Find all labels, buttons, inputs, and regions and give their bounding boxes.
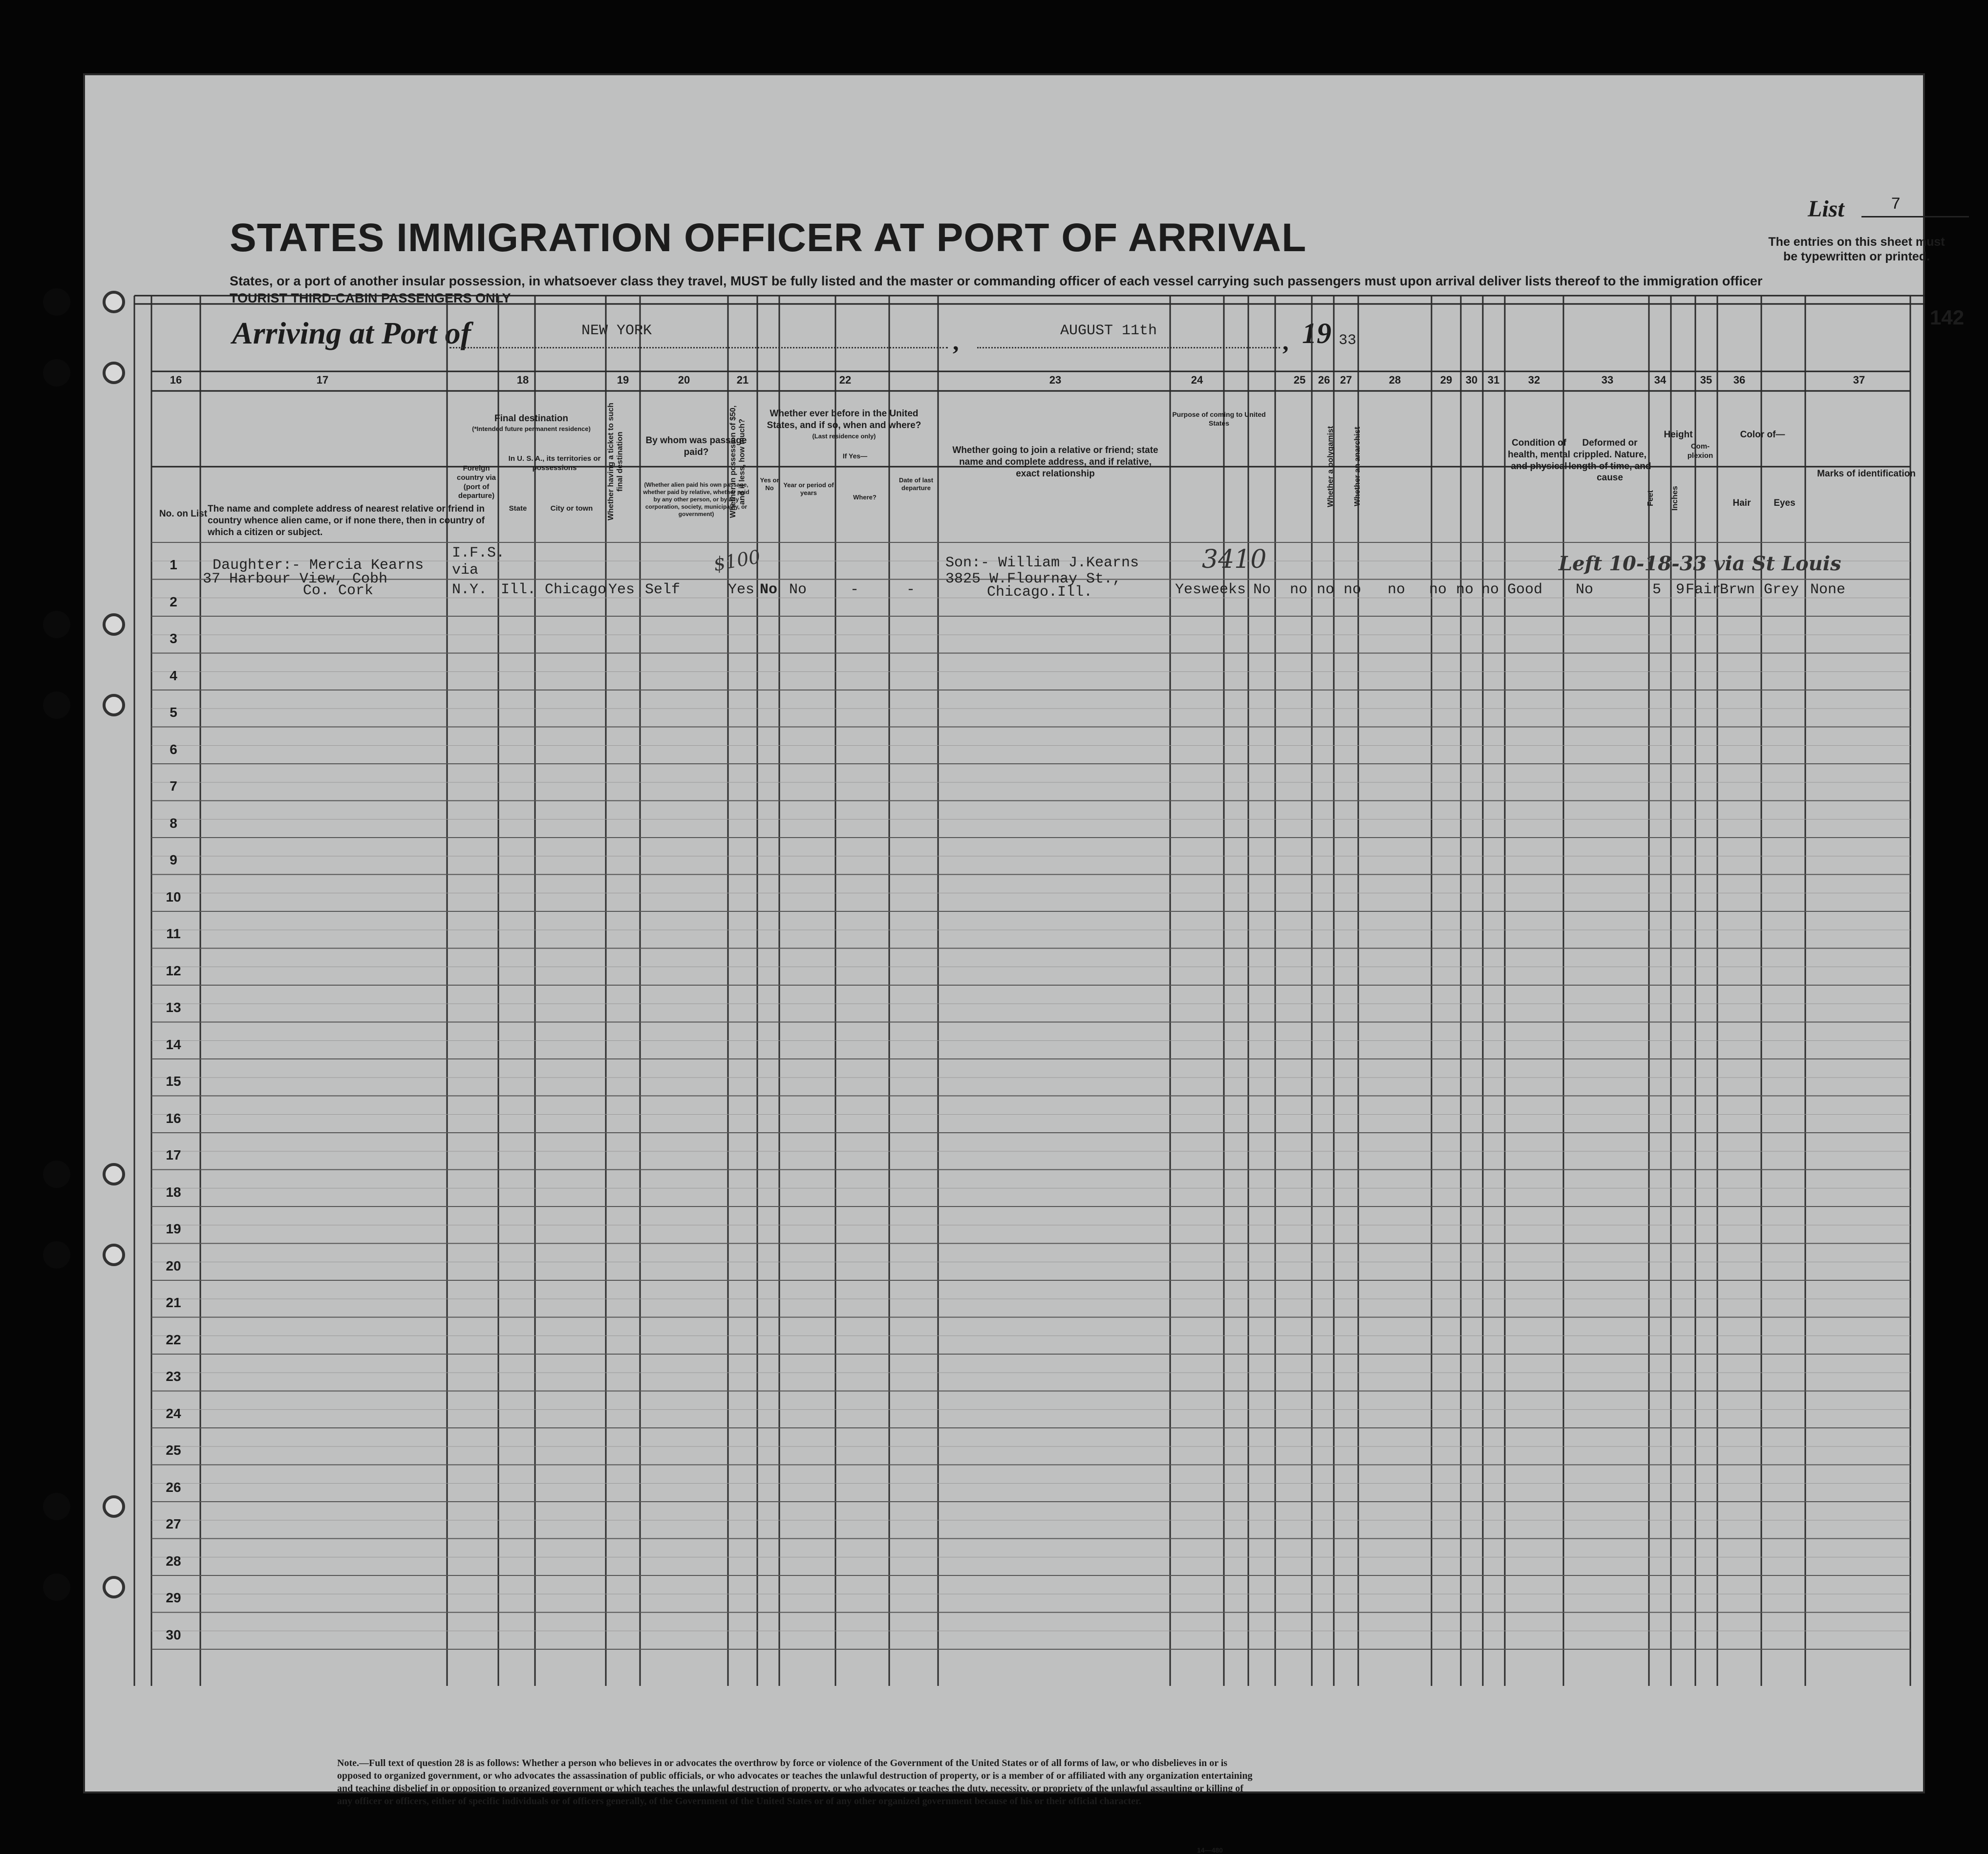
row-number: 29: [166, 1590, 181, 1605]
col18-header: Final destination: [494, 413, 568, 424]
inches-value: 9: [1676, 582, 1685, 598]
health-value: Good: [1507, 582, 1543, 598]
table-grid: [83, 73, 1925, 1793]
hair-header: Hair: [1732, 498, 1751, 508]
hair-value: Brwn: [1720, 582, 1755, 598]
col36-header: Color of—: [1740, 430, 1785, 440]
binder-ring: [103, 694, 125, 716]
arriving-label: Arriving at Port of: [232, 316, 471, 350]
col20-note: (Whether alien paid his own passage, whether paid by relative, whether paid by any other person, or by any corporation, society, municipality, or government): [643, 481, 749, 517]
binder-hole: [43, 1493, 70, 1520]
col34-header: Height: [1664, 430, 1693, 440]
if-yes-header: If Yes—: [842, 452, 868, 460]
row-number: 30: [166, 1627, 181, 1642]
year-value: No: [789, 582, 807, 598]
relative-line1: Daughter:- Mercia Kearns: [213, 557, 424, 574]
city-value: Chicago: [545, 582, 607, 598]
page-number: 142: [1930, 306, 1965, 329]
date-last-value: -: [906, 582, 916, 598]
column-number: 36: [1733, 374, 1746, 386]
column-number: 21: [736, 374, 749, 386]
binder-hole: [43, 1161, 70, 1188]
row-number: 26: [166, 1479, 181, 1495]
row-number: 9: [170, 852, 177, 867]
row-number: 16: [166, 1110, 181, 1126]
question28-note: Note.—Full text of question 28 is as follows: Whether a person who believes in or advocates the overthrow by force or violence of the Government of the United States or of all forms of law, or who disbelieves in or is opposed to organized government, or who advocates the assassination of public officials, or who advocates or teaches the unlawful destruction of property, or is a member of or affiliated with any organization entertaining and teaching disbelief in or opposition to organized government or which teaches the unlawful destruction of property, or who advocates or teaches the duty, necessity, or propriety of the unlawful assaulting or killing of any officer or officers, either of specific individuals or of officers generally, of the Government of the United States or of any other organized government because of his or their official character.: [337, 1758, 1253, 1807]
column-number: 27: [1340, 374, 1352, 386]
col20-header: By whom was passage paid?: [645, 435, 747, 457]
binder-hole: [43, 359, 70, 387]
date-value: AUGUST 11th: [1060, 323, 1157, 339]
port-value: NEW YORK: [581, 323, 652, 339]
manifest-sheet: [83, 73, 1965, 1854]
list-number: 7: [1891, 195, 1901, 214]
col23-header: Whether going to join a relative or friend; state name and complete address, and if relative, exact relationship: [952, 445, 1158, 479]
col22-header: Whether ever before in the United States, and if so, when and where?: [767, 409, 921, 431]
column-number: 16: [170, 374, 182, 386]
col21-header: Whether in possession of $50, and if less, how much?: [729, 405, 747, 518]
q26-value: no: [1317, 582, 1335, 598]
row-number: 21: [166, 1295, 181, 1310]
row-number: 11: [166, 926, 181, 941]
row-number: 6: [170, 741, 177, 757]
row-number: 12: [166, 963, 181, 978]
column-number: 24: [1191, 374, 1203, 386]
column-number: 34: [1654, 374, 1667, 386]
column-number: 33: [1601, 374, 1614, 386]
join-line2: 3825 W.Flournay St.,: [945, 571, 1122, 587]
inches-header: Inches: [1671, 486, 1679, 511]
q30-value: no: [1456, 582, 1474, 598]
relative-line2: 37 Harbour View, Cobh: [203, 571, 388, 587]
column-number: 31: [1487, 374, 1500, 386]
binder-hole: [43, 1574, 70, 1601]
row-number: 5: [170, 705, 177, 720]
col22-note: (Last residence only): [812, 432, 876, 440]
ever-before-value: No: [760, 582, 778, 598]
in-usa-header: In U. S. A., its territories or possessions: [508, 454, 601, 472]
row-number: 13: [166, 1000, 181, 1015]
comma-1: ,: [953, 328, 959, 355]
join-line1: Son:- William J.Kearns: [945, 555, 1139, 571]
q31-value: no: [1481, 582, 1499, 598]
q27-value: no: [1344, 582, 1362, 598]
ticket-value: Yes: [608, 582, 635, 598]
foreign-line2: via: [452, 562, 479, 579]
row-number: 22: [166, 1332, 181, 1347]
row-number: 14: [166, 1036, 181, 1052]
purpose-b: weeks: [1202, 582, 1246, 598]
year-suffix: 33: [1339, 332, 1357, 349]
state-value: Ill.: [501, 582, 536, 598]
yes-no-header: Yes or No: [760, 476, 779, 492]
column-number: 20: [678, 374, 690, 386]
where-value: -: [850, 582, 859, 598]
purpose-handwritten: 3410: [1202, 545, 1267, 574]
row-number: 1: [170, 557, 177, 572]
col24-header: Purpose of coming to United States: [1172, 410, 1266, 427]
state-header: State: [509, 504, 527, 513]
column-number: 19: [617, 374, 629, 386]
col19-header: Whether having a ticket to such final destination: [607, 403, 624, 521]
left-note: Left 10-18-33 via St Louis: [1559, 552, 1841, 575]
col18-note: (*Intended future permanent residence): [472, 425, 591, 432]
binder-ring: [103, 1244, 125, 1266]
column-number: 17: [316, 374, 329, 386]
binder-hole: [43, 288, 70, 316]
money-handwritten: $100: [711, 545, 762, 576]
row-number: 25: [166, 1443, 181, 1458]
column-number: 25: [1293, 374, 1306, 386]
binder-ring: [103, 1163, 125, 1186]
row-number: 15: [166, 1074, 181, 1089]
column-number: 35: [1700, 374, 1712, 386]
binder-hole: [43, 611, 70, 638]
column-number: 29: [1440, 374, 1453, 386]
row-number: 8: [170, 815, 177, 831]
foreign-country-header: Foreign country via (port of departure): [456, 464, 496, 500]
row-number: 19: [166, 1221, 181, 1236]
column-number: 22: [839, 374, 852, 386]
feet-value: 5: [1652, 582, 1662, 598]
col16-header: No. on List: [159, 509, 208, 519]
row-number: 23: [166, 1369, 181, 1384]
q28-value: no: [1388, 582, 1406, 598]
col17-header: The name and complete address of nearest relative or friend in country whence alien came, or if none there, then in country of which a citizen or subject.: [208, 504, 485, 538]
complexion-value: Fair: [1686, 582, 1721, 598]
purpose-a: Yes: [1175, 582, 1202, 598]
col35-header: Com-plexion: [1687, 442, 1713, 460]
row-number: 18: [166, 1184, 181, 1200]
year-period-header: Year or period of years: [783, 481, 834, 497]
column-number: 32: [1528, 374, 1540, 386]
comma-2: ,: [1283, 328, 1289, 355]
row-number: 2: [170, 594, 177, 609]
binder-ring: [103, 613, 125, 636]
row-number: 27: [166, 1516, 181, 1531]
column-number: 18: [516, 374, 529, 386]
binder-ring: [103, 1576, 125, 1598]
year-prefix: 19: [1302, 317, 1331, 349]
feet-header: Feet: [1646, 490, 1655, 507]
purpose-c: No: [1253, 582, 1271, 598]
city-header: City or town: [550, 504, 593, 513]
binder-hole: [43, 1241, 70, 1269]
col37-header: Marks of identification: [1817, 469, 1916, 479]
eyes-value: Grey: [1764, 582, 1799, 598]
class-line: TOURIST THIRD-CABIN PASSENGERS ONLY: [230, 291, 511, 305]
column-number: 30: [1465, 374, 1478, 386]
row-number: 24: [166, 1405, 181, 1421]
subtitle-line: States, or a port of another insular possession, in whatsoever class they travel, MUST be fully listed and the master or commanding officer of each vessel carrying such passengers must upon arrival deliver lists thereof to the immigration officer: [230, 274, 1763, 288]
deformed-value: No: [1576, 582, 1594, 598]
list-label: List: [1808, 196, 1844, 222]
relative-line3: Co. Cork: [303, 582, 374, 599]
binder-ring: [103, 291, 125, 313]
eyes-header: Eyes: [1774, 498, 1796, 508]
typewritten-notice: The entries on this sheet must be typewritten or printed.: [1768, 235, 1945, 263]
row-number: 10: [166, 889, 181, 905]
row-number: 28: [166, 1553, 181, 1569]
marks-value: None: [1810, 582, 1846, 598]
q25-value: no: [1290, 582, 1308, 598]
row-number: 7: [170, 778, 177, 794]
col26-header: Whether a polygamist: [1326, 426, 1335, 508]
q29-value: no: [1429, 582, 1447, 598]
row-number: 20: [166, 1258, 181, 1273]
binder-ring: [103, 1495, 125, 1518]
column-number: 26: [1318, 374, 1330, 386]
col32-header: Condition of health, mental and physical: [1508, 438, 1570, 472]
join-line3: Chicago.Ill.: [987, 584, 1093, 601]
binder-ring: [103, 362, 125, 384]
column-number: 37: [1853, 374, 1865, 386]
form-number: 14—480: [1197, 1846, 1223, 1854]
col27-header: Whether an anarchist: [1353, 427, 1362, 507]
paid-by-value: Self: [645, 582, 681, 598]
where-header: Where?: [853, 494, 876, 501]
binder-hole: [43, 691, 70, 719]
row-number: 4: [170, 668, 177, 683]
row-number: 17: [166, 1147, 181, 1163]
date-last-header: Date of last departure: [898, 476, 934, 492]
row-number: 3: [170, 631, 177, 646]
col33-header: Deformed or crippled. Nature, length of time, and cause: [1568, 438, 1651, 483]
money-value: Yes: [728, 582, 755, 598]
column-number: 23: [1049, 374, 1062, 386]
foreign-line1: I.F.S.: [452, 545, 505, 561]
foreign-line3: N.Y.: [452, 582, 488, 598]
page-title: STATES IMMIGRATION OFFICER AT PORT OF ARRIVAL: [230, 216, 1307, 260]
column-number: 28: [1389, 374, 1401, 386]
